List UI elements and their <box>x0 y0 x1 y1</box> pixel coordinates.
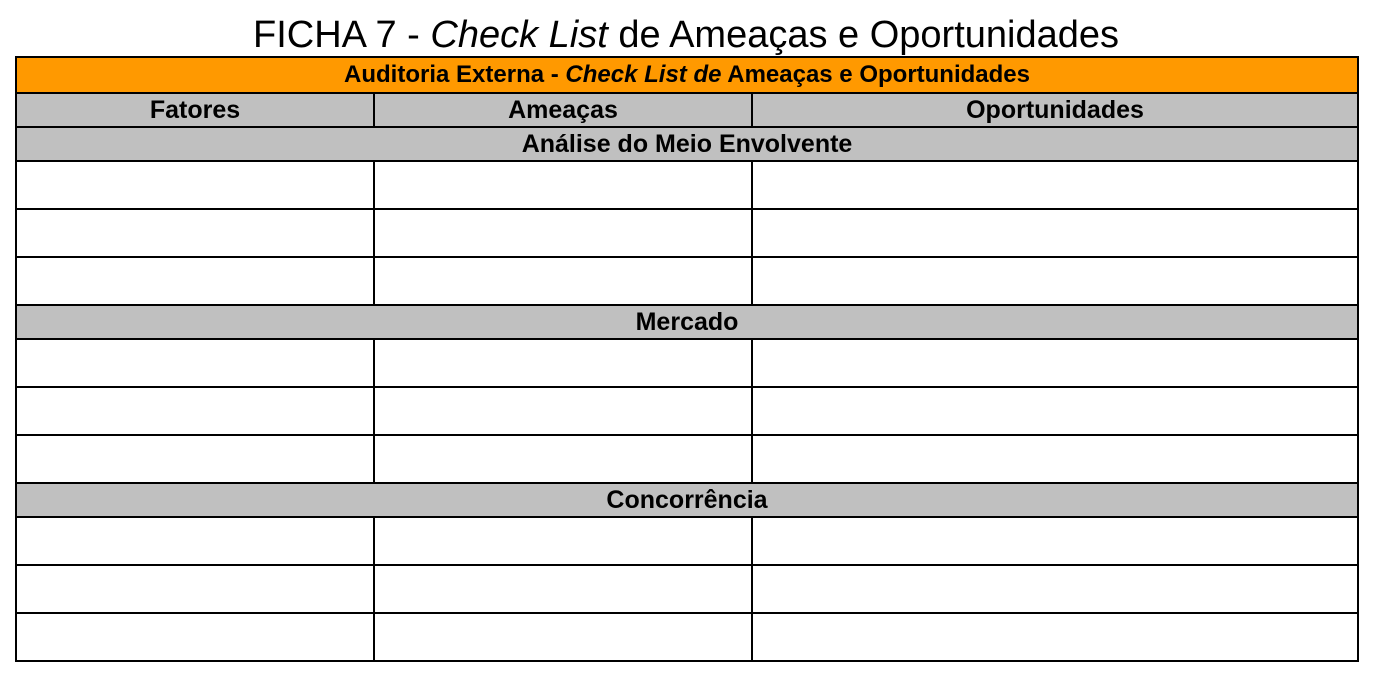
table-row <box>16 517 1358 565</box>
fatores-cell[interactable] <box>16 435 374 483</box>
fatores-cell[interactable] <box>16 339 374 387</box>
fatores-cell[interactable] <box>16 257 374 305</box>
banner-italic: Check List de <box>565 61 722 88</box>
column-header-ameacas: Ameaças <box>374 93 752 127</box>
ameacas-cell[interactable] <box>374 339 752 387</box>
section-header-row <box>16 305 1358 339</box>
table-row <box>16 565 1358 613</box>
oportunidades-cell[interactable] <box>752 517 1358 565</box>
table-row <box>16 387 1358 435</box>
banner-suffix: Ameaças e Oportunidades <box>721 61 1030 88</box>
banner-prefix: Auditoria Externa - <box>344 61 566 88</box>
table-row <box>16 161 1358 209</box>
column-header-row <box>16 93 1358 127</box>
fatores-cell[interactable] <box>16 161 374 209</box>
column-header-fatores: Fatores <box>16 93 374 127</box>
title-italic: Check List <box>430 14 608 56</box>
oportunidades-cell[interactable] <box>752 565 1358 613</box>
page-title <box>0 12 1372 58</box>
fatores-cell[interactable] <box>16 517 374 565</box>
fatores-cell[interactable] <box>16 613 374 661</box>
ameacas-cell[interactable] <box>374 517 752 565</box>
fatores-cell[interactable] <box>16 209 374 257</box>
ameacas-cell[interactable] <box>374 613 752 661</box>
oportunidades-cell[interactable] <box>752 209 1358 257</box>
section-title: Análise do Meio Envolvente <box>16 127 1358 161</box>
oportunidades-cell[interactable] <box>752 257 1358 305</box>
ameacas-cell[interactable] <box>374 435 752 483</box>
ameacas-cell[interactable] <box>374 161 752 209</box>
table-row <box>16 435 1358 483</box>
ameacas-cell[interactable] <box>374 387 752 435</box>
oportunidades-cell[interactable] <box>752 339 1358 387</box>
section-title: Concorrência <box>16 483 1358 517</box>
section-title: Mercado <box>16 305 1358 339</box>
table-row <box>16 339 1358 387</box>
banner-row <box>16 57 1358 93</box>
fatores-cell[interactable] <box>16 565 374 613</box>
oportunidades-cell[interactable] <box>752 387 1358 435</box>
checklist-sheet <box>15 56 1357 668</box>
section-header-row <box>16 127 1358 161</box>
banner-title <box>16 57 1358 93</box>
column-header-oportunidades: Oportunidades <box>752 93 1358 127</box>
ameacas-cell[interactable] <box>374 565 752 613</box>
oportunidades-cell[interactable] <box>752 613 1358 661</box>
checklist-table <box>15 56 1359 662</box>
oportunidades-cell[interactable] <box>752 161 1358 209</box>
table-row <box>16 209 1358 257</box>
table-row <box>16 613 1358 661</box>
fatores-cell[interactable] <box>16 387 374 435</box>
section-header-row <box>16 483 1358 517</box>
ameacas-cell[interactable] <box>374 257 752 305</box>
table-row <box>16 257 1358 305</box>
oportunidades-cell[interactable] <box>752 435 1358 483</box>
ameacas-cell[interactable] <box>374 209 752 257</box>
title-suffix: de Ameaças e Oportunidades <box>607 14 1119 56</box>
title-prefix: FICHA 7 - <box>253 14 431 56</box>
